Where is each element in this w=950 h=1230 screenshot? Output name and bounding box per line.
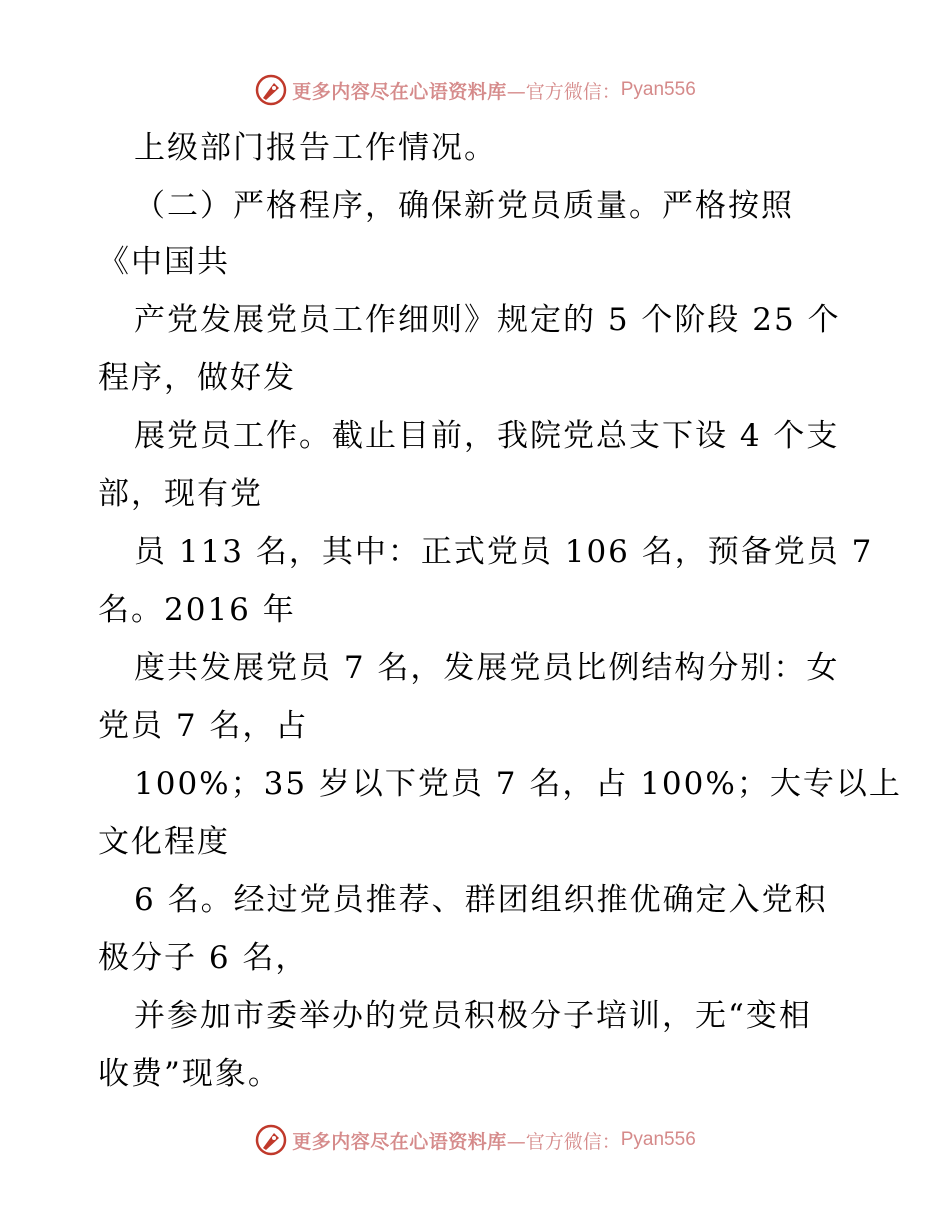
text-line: 党员 7 名，占 — [98, 708, 309, 744]
text-line: 员 113 名，其中：正式党员 106 名，预备党员 7 — [134, 534, 874, 570]
watermark-separator: —官方微信： — [506, 1130, 621, 1153]
text-line: 并参加市委举办的党员积极分子培训，无“变相 — [134, 998, 812, 1034]
text-line: 文化程度 — [98, 824, 230, 860]
text-line: 收费”现象。 — [98, 1056, 281, 1092]
watermark-account: Pyan556 — [620, 1129, 696, 1150]
text-line: 100%；35 岁以下党员 7 名，占 100%；大专以上 — [134, 766, 902, 802]
text-line: 名。2016 年 — [98, 592, 296, 628]
text-line: 《中国共 — [98, 244, 230, 280]
text-line: 度共发展党员 7 名，发展党员比例结构分别：女 — [134, 650, 840, 686]
watermark-text: 更多内容尽在心语资料库 — [292, 80, 507, 103]
watermark-separator: —官方微信： — [506, 80, 621, 103]
text-line: 展党员工作。截止目前，我院党总支下设 4 个支 — [134, 418, 840, 454]
text-line: （二）严格程序，确保新党员质量。严格按照 — [134, 188, 794, 224]
watermark-account: Pyan556 — [620, 79, 696, 100]
text-line: 极分子 6 名， — [98, 940, 309, 976]
text-line: 部，现有党 — [98, 476, 263, 512]
pen-nib-icon — [254, 1123, 288, 1157]
watermark-text: 更多内容尽在心语资料库 — [292, 1130, 507, 1153]
header-watermark — [0, 70, 950, 110]
text-line: 6 名。经过党员推荐、群团组织推优确定入党积 — [134, 882, 828, 918]
text-line: 产党发展党员工作细则》规定的 5 个阶段 25 个 — [134, 302, 841, 338]
text-line: 上级部门报告工作情况。 — [134, 130, 497, 166]
footer-watermark — [0, 1120, 950, 1160]
text-line: 程序，做好发 — [98, 360, 296, 396]
pen-nib-icon — [254, 73, 288, 107]
